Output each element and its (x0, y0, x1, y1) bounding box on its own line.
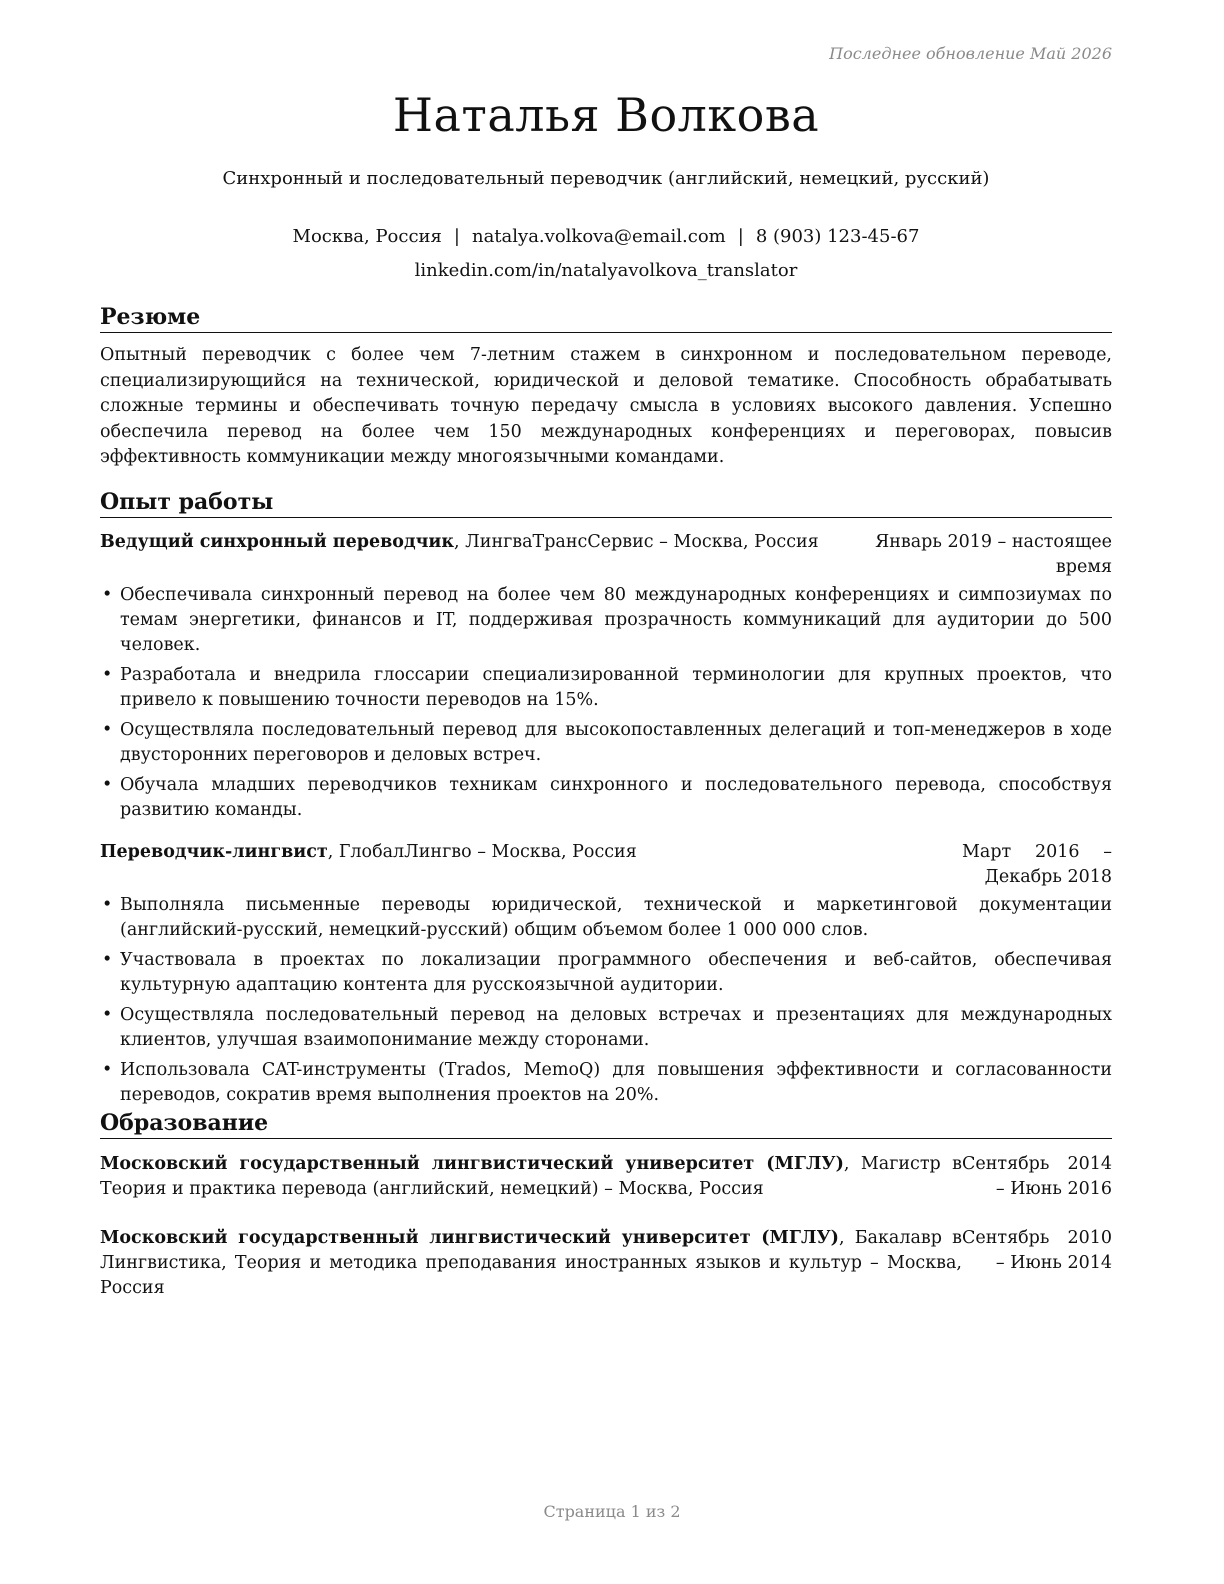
job-entry (100, 840, 1112, 1108)
list-item: • Обеспечивала синхронный перевод на более чем 80 международных конференциях и симпозиумах по темам энергетики, финансов и IT, поддерживая прозрачность коммуникаций для аудитории до 500 человек. (102, 585, 1112, 655)
institution-name: Московский государственный лингвистический университет (МГЛУ) (100, 1228, 839, 1248)
list-item: • Использовала CAT-инструменты (Trados, MemoQ) для повышения эффективности и согласованности переводов, сократив время выполнения проектов на 20%. (102, 1060, 1112, 1105)
bullet-icon: • (102, 775, 113, 795)
job-dates: Март 2016 – Декабрь 2018 (962, 842, 1112, 887)
bullet-icon: • (102, 1005, 113, 1025)
education-dates: Сентябрь 2014 – Июнь 2016 (962, 1154, 1112, 1199)
contact-line (100, 220, 1112, 254)
degree-details: , Магистр в Теория и практика перевода (английский, немецкий) – Москва, Россия (100, 1154, 962, 1199)
bullet-icon: • (102, 665, 113, 685)
summary-section (100, 304, 1112, 471)
contact-info (100, 220, 1112, 288)
job-entry (100, 530, 1112, 823)
phone-text: 8 (903) 123-45-67 (755, 226, 920, 247)
list-item: • Осуществляла последовательный перевод на деловых встречах и презентациях для международных клиентов, улучшая взаимопонимание между сторонами. (102, 1005, 1112, 1050)
page-number: Страница 1 из 2 (543, 1502, 681, 1521)
location-text: Москва, Россия (292, 226, 442, 247)
candidate-subtitle: Синхронный и последовательный переводчик (английский, немецкий, русский) (222, 168, 990, 189)
candidate-name: Наталья Волкова (392, 88, 820, 142)
linkedin-link[interactable]: linkedin.com/in/natalyavolkova_translator (414, 260, 798, 281)
list-item: • Участвовала в проектах по локализации программного обеспечения и веб-сайтов, обеспечивая культурную адаптацию контента для русскоязычной аудитории. (102, 950, 1112, 995)
separator: | (737, 226, 744, 247)
list-item: • Осуществляла последовательный перевод для высокопоставленных делегаций и топ-менеджеров в ходе двусторонних переговоров и деловых встреч. (102, 720, 1112, 765)
institution-name: Московский государственный лингвистический университет (МГЛУ) (100, 1154, 844, 1174)
education-section (100, 1110, 1112, 1301)
bullet-icon: • (102, 895, 113, 915)
job-position: Переводчик-лингвист (100, 842, 328, 862)
job-bullets (100, 893, 1112, 1108)
section-title-summary: Резюме (100, 304, 1112, 333)
bullet-icon: • (102, 585, 113, 605)
email-link[interactable]: natalya.volkova@email.com (471, 226, 726, 247)
section-title-education: Образование (100, 1110, 1112, 1139)
experience-section (100, 489, 1112, 1113)
education-entry (100, 1226, 1112, 1301)
resume-page (100, 0, 1112, 1584)
job-company: , ЛингваТрансСервис – Москва, Россия (454, 532, 819, 552)
education-entry (100, 1152, 1112, 1202)
summary-text: Опытный переводчик с более чем 7-летним стажем в синхронном и последовательном переводе, специализирующийся на технической, юридической и деловой тематике. Способность обрабатывать сложные термины и обеспечивать точную передачу смысла в условиях высокого давления. Успешно обеспечила перевод на более чем 150 международных конференциях и переговорах, повысив эффективность коммуникации между многоязычными командами. (100, 345, 1112, 467)
job-header (100, 840, 1112, 890)
bullet-icon: • (102, 1060, 113, 1080)
list-item: • Обучала младших переводчиков техникам синхронного и последовательного перевода, способствуя развитию команды. (102, 775, 1112, 820)
job-position: Ведущий синхронный переводчик (100, 532, 455, 552)
job-bullets (100, 583, 1112, 823)
bullet-icon: • (102, 950, 113, 970)
degree-details: , Бакалавр в Лингвистика, Теория и методика преподавания иностранных языков и культур – Москва, Россия (100, 1228, 962, 1298)
job-company: , ГлобалЛингво – Москва, Россия (327, 842, 637, 862)
separator: | (453, 226, 460, 247)
list-item: • Разработала и внедрила глоссарии специализированной терминологии для крупных проектов, что привело к повышению точности переводов на 15%. (102, 665, 1112, 710)
job-header (100, 530, 1112, 580)
last-updated: Последнее обновление Май 2026 (829, 44, 1112, 63)
section-title-experience: Опыт работы (100, 489, 1112, 518)
job-dates: Январь 2019 – настоящее время (875, 532, 1112, 577)
list-item: • Выполняла письменные переводы юридической, технической и маркетинговой документации (английский-русский, немецкий-русский) общим объемом более 1 000 000 слов. (102, 895, 1112, 940)
education-dates: Сентябрь 2010 – Июнь 2014 (962, 1228, 1112, 1273)
bullet-icon: • (102, 720, 113, 740)
